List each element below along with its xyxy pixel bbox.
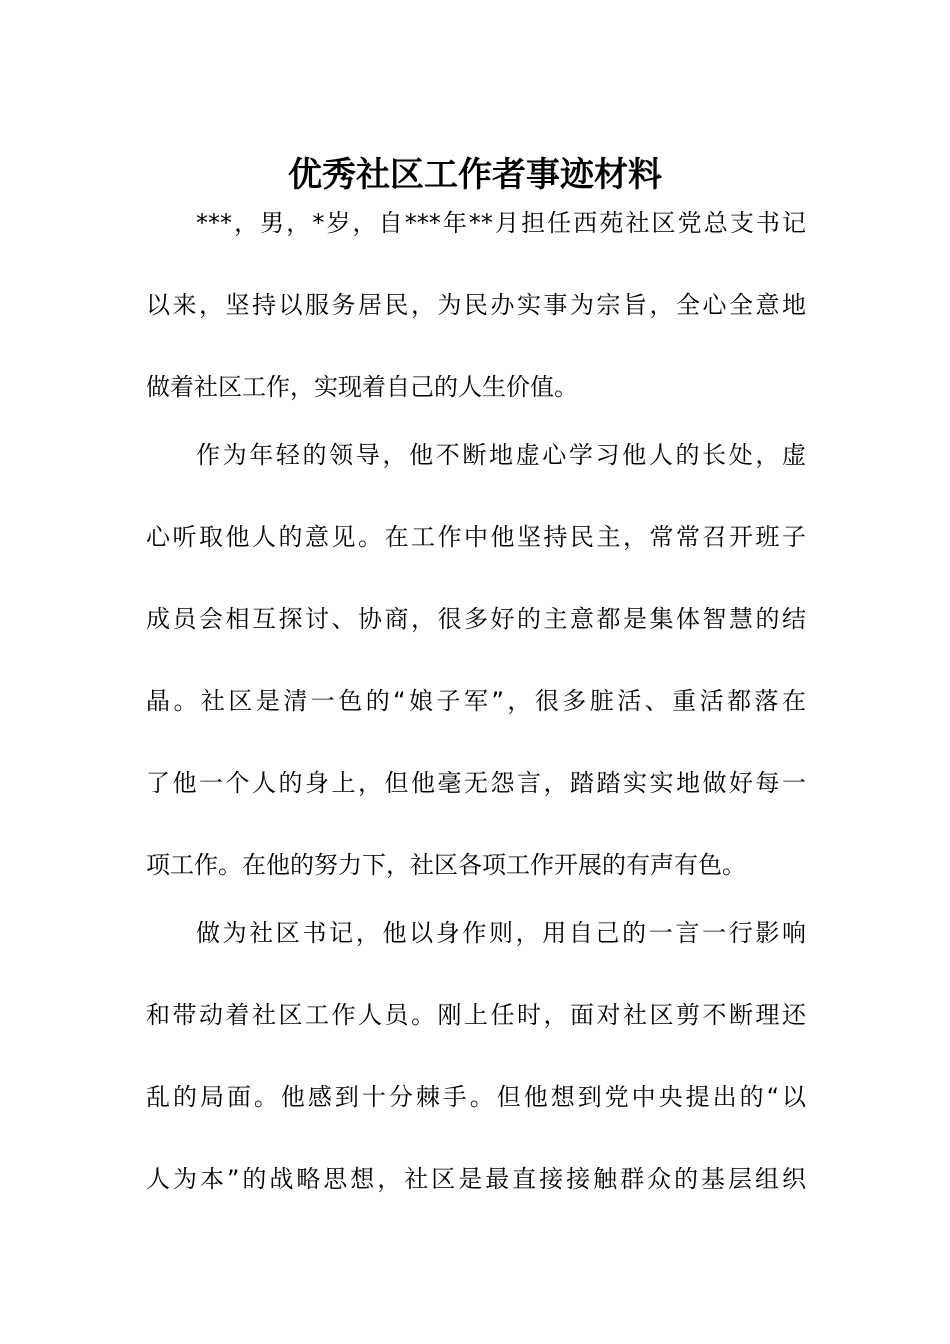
paragraph-line: 了他一个人的身上，但他毫无怨言，踏踏实实地做好每一: [146, 769, 806, 797]
paragraph-1: [146, 196, 806, 414]
paragraph-line: ***，男，*岁，自***年**月担任西苑社区党总支书记: [196, 209, 806, 237]
paragraph-line: 心听取他人的意见。在工作中他坚持民主，常常召开班子: [146, 523, 806, 551]
paragraph-3: [146, 906, 806, 1206]
paragraph-line: 以来，坚持以服务居民，为民办实事为宗旨，全心全意地: [146, 291, 806, 319]
paragraph-line: 做着社区工作，实现着自己的人生价值。: [146, 373, 578, 401]
document-title: 优秀社区工作者事迹材料: [288, 155, 662, 195]
paragraph-line: 项工作。在他的努力下，社区各项工作开展的有声有色。: [146, 851, 746, 879]
paragraph-line: 作为年轻的领导，他不断地虚心学习他人的长处，虚: [196, 441, 806, 469]
paragraph-line: 和带动着社区工作人员。刚上任时，面对社区剪不断理还: [146, 1001, 806, 1029]
paragraph-line: 乱的局面。他感到十分棘手。但他想到党中央提出的“以: [146, 1083, 806, 1111]
paragraph-line: 晶。社区是清一色的“娘子军”，很多脏活、重活都落在: [146, 687, 806, 715]
document-body: [146, 196, 806, 1206]
paragraph-line: 人为本”的战略思想，社区是最直接接触群众的基层组织: [146, 1165, 806, 1193]
paragraph-2: [146, 428, 806, 892]
paragraph-line: 做为社区书记，他以身作则，用自己的一言一行影响: [196, 919, 806, 947]
paragraph-line: 成员会相互探讨、协商，很多好的主意都是集体智慧的结: [146, 605, 806, 633]
